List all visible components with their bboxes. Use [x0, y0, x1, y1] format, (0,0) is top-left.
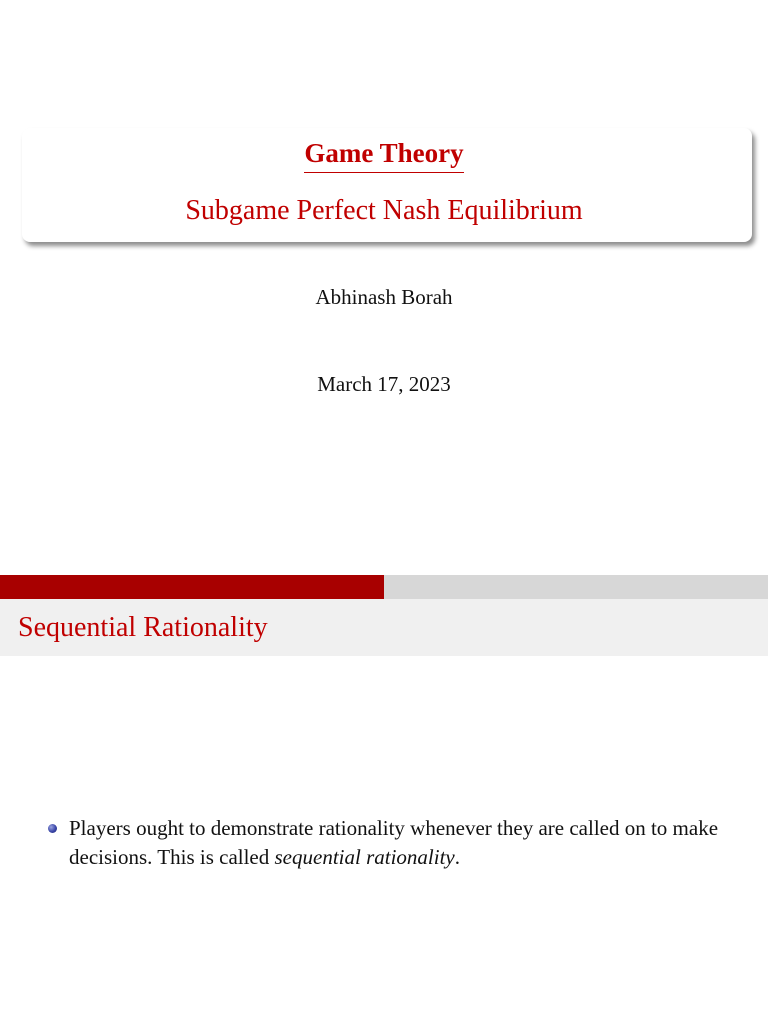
bullet-emphasis: sequential rationality: [274, 845, 455, 869]
bullet-text: Players ought to demonstrate rationality whenever they are called on to make decisions. This is called: [69, 816, 719, 869]
frame-title: Sequential Rationality: [18, 612, 268, 643]
section-progress-fill: [0, 575, 384, 599]
author: Abhinash Borah: [315, 285, 453, 309]
deck-title-text: Game Theory: [304, 136, 463, 173]
deck-title: [0, 136, 768, 173]
bullet-text-end: .: [454, 845, 460, 869]
bullet-list: [46, 814, 746, 872]
date: March 17, 2023: [317, 372, 451, 396]
section-progress-bar: [0, 575, 768, 599]
frame-title-bar: [0, 599, 768, 656]
bullet-icon: [48, 824, 57, 833]
deck-subtitle: Subgame Perfect Nash Equilibrium: [185, 195, 583, 226]
list-item: [46, 814, 746, 872]
